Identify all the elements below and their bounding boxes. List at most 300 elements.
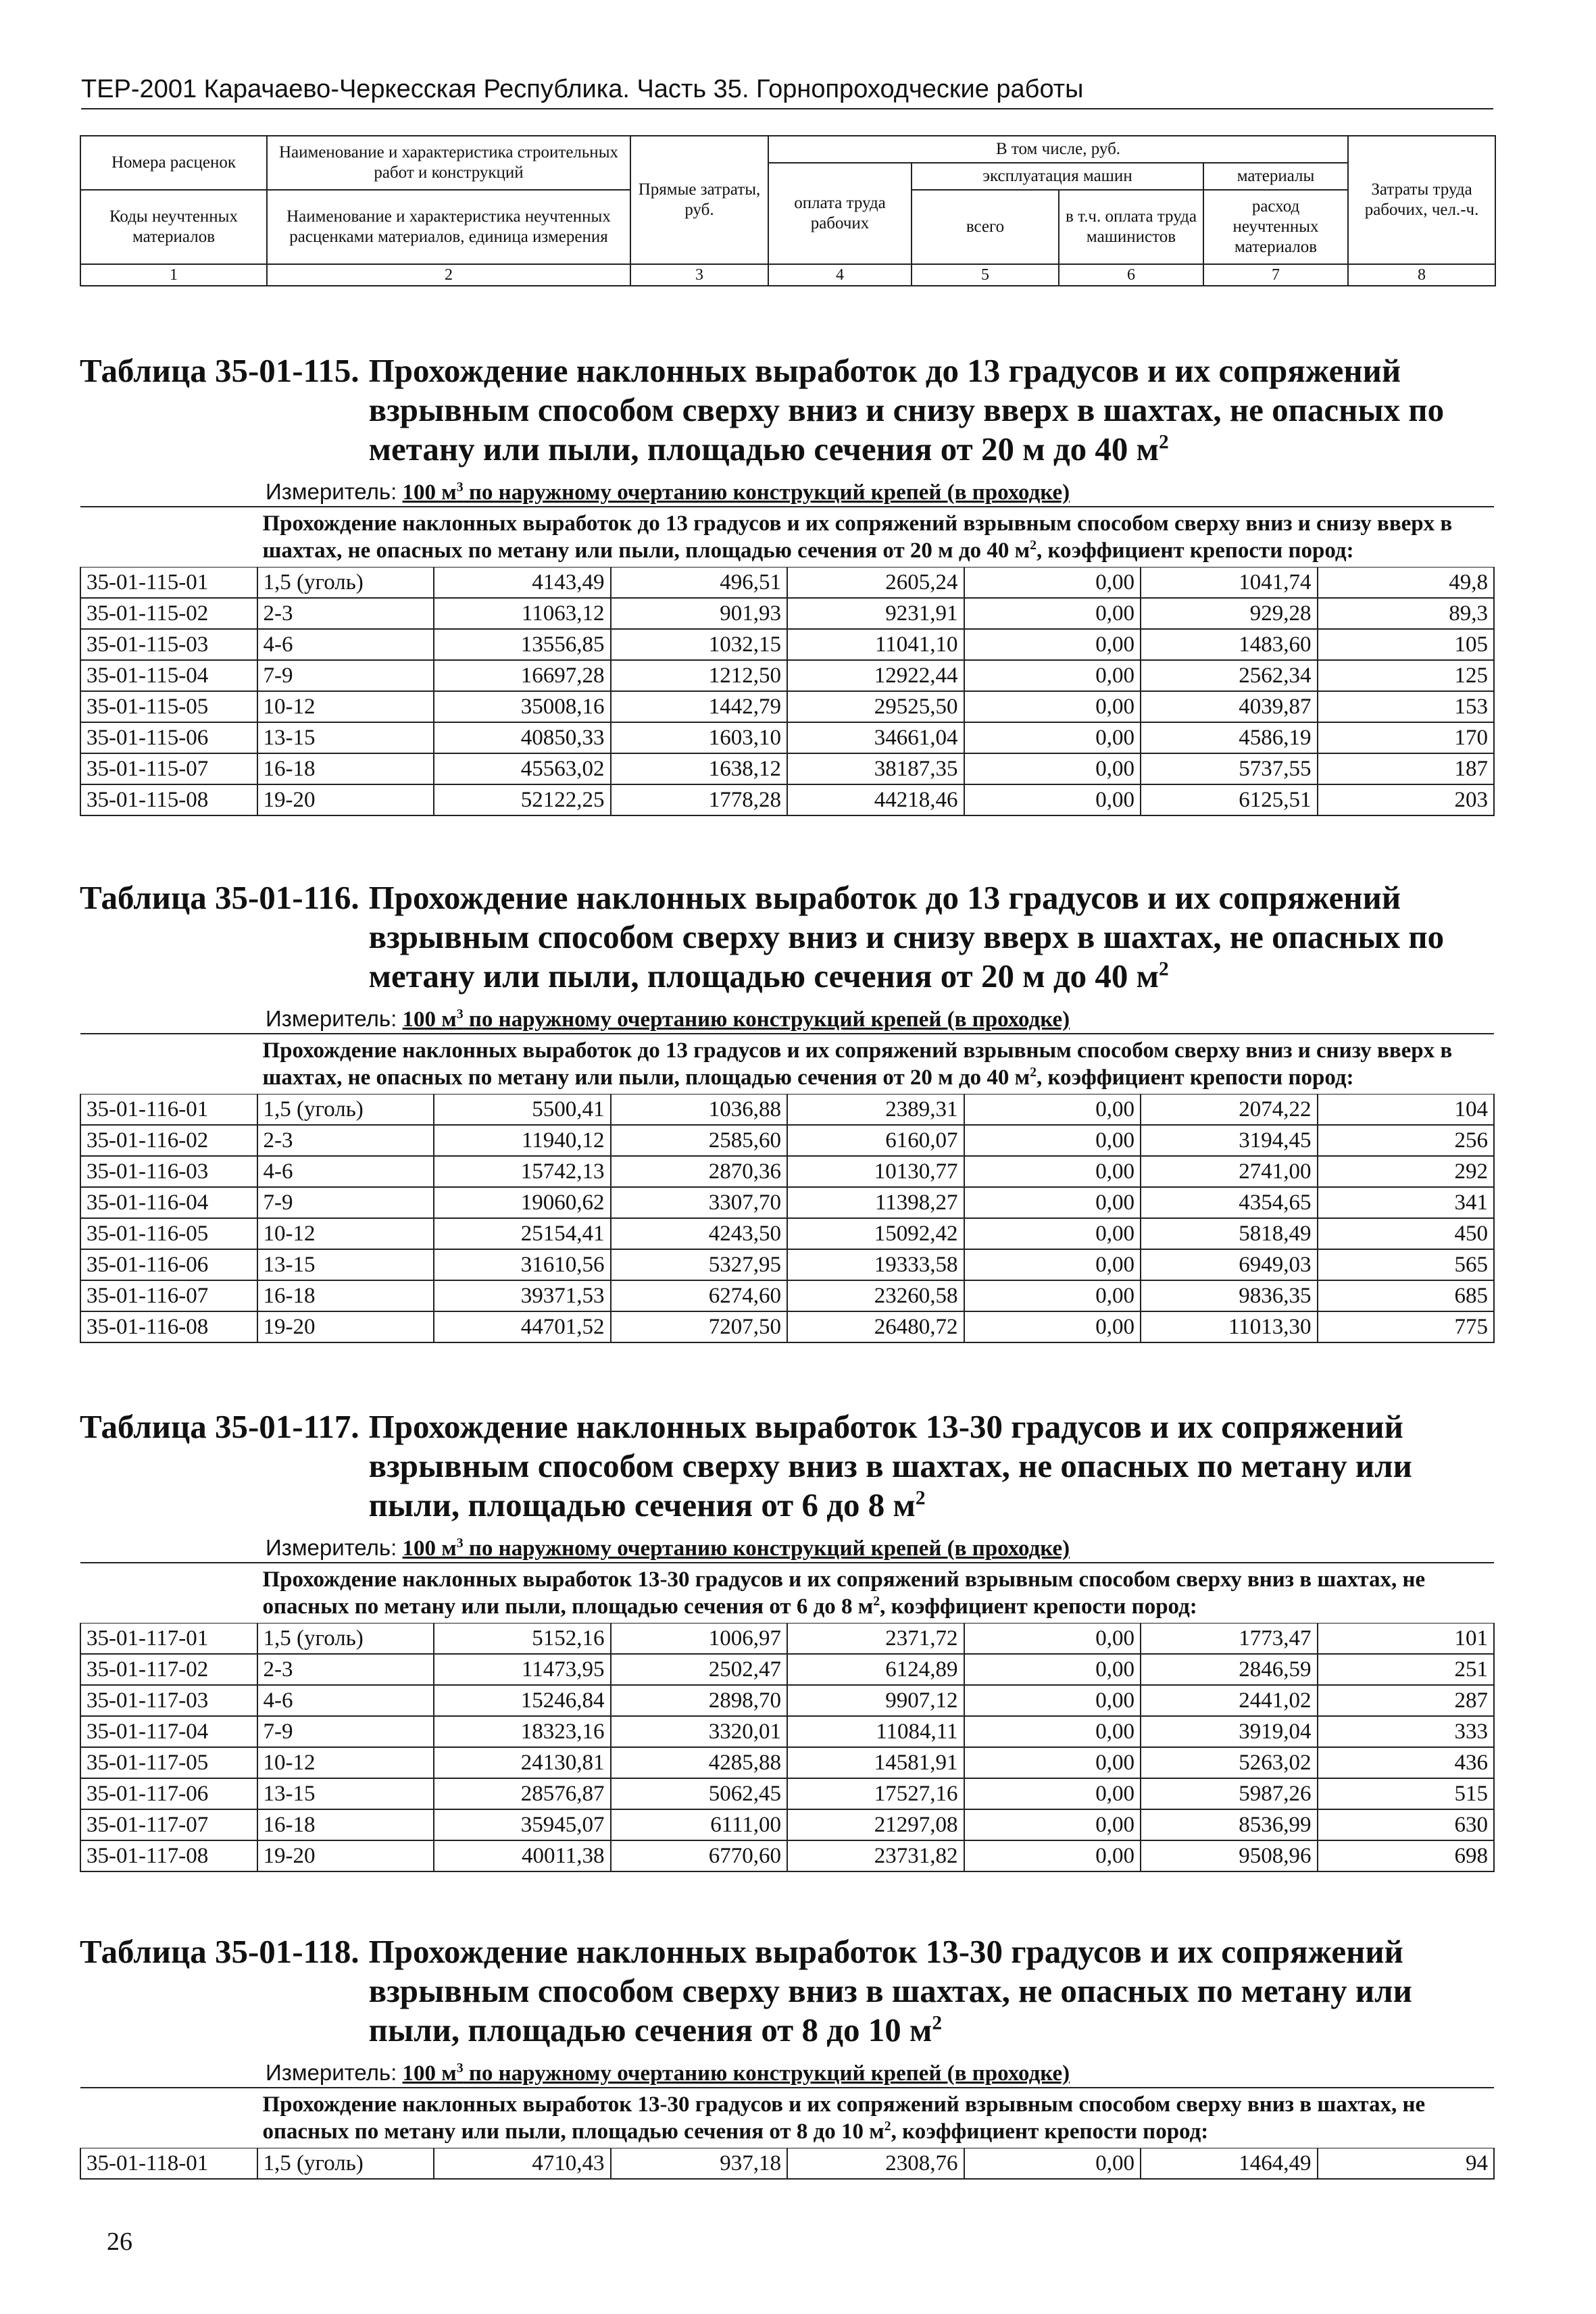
rate-code: 35-01-115-08 [80, 784, 257, 815]
rate-code: 35-01-117-02 [80, 1654, 257, 1685]
table-row [80, 691, 1494, 722]
labor-hours: 685 [1318, 1280, 1495, 1311]
rate-code: 35-01-116-08 [80, 1311, 257, 1342]
table-description-text: Прохождение наклонных выработок 13-30 градусов и их сопряжений взрывным способом сверху вниз в шахтах, не опасных по метану или пыли, площадью сечения от 6 до 8 м [368, 1408, 1412, 1524]
superscript: 2 [1159, 958, 1169, 980]
machinist-wages: 0,00 [964, 1809, 1141, 1840]
superscript: 2 [1030, 1065, 1037, 1080]
rate-code: 35-01-118-01 [80, 2148, 257, 2180]
labor-hours: 775 [1318, 1311, 1495, 1342]
running-header: ТЕР-2001 Карачаево-Черкесская Республика. Часть 35. Горнопроходческие работы [81, 73, 1493, 109]
work-grade: 7-9 [257, 1187, 434, 1218]
work-grade: 16-18 [257, 1280, 434, 1311]
machines-total: 17527,16 [787, 1778, 964, 1809]
worker-wages: 1006,97 [611, 1624, 788, 1655]
table-number: Таблица 35-01-117. [80, 1408, 359, 1445]
work-grade: 2-3 [257, 598, 434, 629]
direct-costs: 18323,16 [434, 1716, 611, 1747]
direct-costs: 35008,16 [434, 691, 611, 722]
machines-total: 21297,08 [787, 1809, 964, 1840]
direct-costs: 5152,16 [434, 1624, 611, 1655]
header-labor-hours: Затраты труда рабочих, чел.-ч. [1348, 136, 1495, 264]
direct-costs: 31610,56 [434, 1249, 611, 1280]
rate-code: 35-01-117-04 [80, 1716, 257, 1747]
table-title [80, 1932, 1495, 2050]
machinist-wages: 0,00 [964, 753, 1141, 784]
materials-cost: 6125,51 [1141, 784, 1318, 815]
header-rate-numbers: Номера расценок [80, 136, 267, 190]
machines-total: 11398,27 [787, 1187, 964, 1218]
table-number: Таблица 35-01-118. [80, 1933, 359, 1970]
machines-total: 29525,50 [787, 691, 964, 722]
table-description [369, 1407, 1495, 1525]
labor-hours: 292 [1318, 1156, 1495, 1187]
materials-cost: 1041,74 [1141, 568, 1318, 599]
worker-wages: 1778,28 [611, 784, 788, 815]
measure-unit [266, 1005, 1495, 1033]
measure-value [403, 1536, 1070, 1561]
materials-cost: 4039,87 [1141, 691, 1318, 722]
labor-hours: 187 [1318, 753, 1495, 784]
rate-code: 35-01-115-05 [80, 691, 257, 722]
machinist-wages: 0,00 [964, 784, 1141, 815]
column-number: 2 [267, 264, 630, 286]
materials-cost: 1464,49 [1141, 2148, 1318, 2180]
table-description [369, 878, 1495, 996]
worker-wages: 3307,70 [611, 1187, 788, 1218]
labor-hours: 105 [1318, 629, 1495, 660]
rate-code: 35-01-117-01 [80, 1624, 257, 1655]
table-row [80, 1840, 1494, 1871]
machines-total: 2389,31 [787, 1095, 964, 1126]
group-description-text: Прохождение наклонных выработок 13-30 градусов и их сопряжений взрывным способом сверху вниз в шахтах, не опасных по метану или пыли, площадью сечения от 6 до 8 м [262, 1567, 1426, 1619]
table-description-text: Прохождение наклонных выработок 13-30 градусов и их сопряжений взрывным способом сверху вниз в шахтах, не опасных по метану или пыли, площадью сечения от 8 до 10 м [368, 1933, 1412, 2048]
machinist-wages: 0,00 [964, 1747, 1141, 1778]
machinist-wages: 0,00 [964, 598, 1141, 629]
table-section [80, 1407, 1495, 1872]
materials-cost: 2741,00 [1141, 1156, 1318, 1187]
header-material-codes: Коды неучтенных материалов [80, 190, 267, 264]
machines-total: 2371,72 [787, 1624, 964, 1655]
measure-value-text: 100 м [402, 1536, 457, 1561]
materials-cost: 8536,99 [1141, 1809, 1318, 1840]
machinist-wages: 0,00 [964, 1716, 1141, 1747]
measure-value-text: 100 м [402, 2061, 457, 2086]
work-grade: 10-12 [257, 1218, 434, 1249]
work-grade: 19-20 [257, 1311, 434, 1342]
machinist-wages: 0,00 [964, 1095, 1141, 1126]
table-row [80, 1685, 1494, 1716]
labor-hours: 256 [1318, 1125, 1495, 1156]
labor-hours: 153 [1318, 691, 1495, 722]
machinist-wages: 0,00 [964, 691, 1141, 722]
labor-hours: 287 [1318, 1685, 1495, 1716]
rate-code: 35-01-117-05 [80, 1747, 257, 1778]
machines-total: 14581,91 [787, 1747, 964, 1778]
materials-cost: 929,28 [1141, 598, 1318, 629]
table-row [80, 1280, 1494, 1311]
machines-total: 6124,89 [787, 1654, 964, 1685]
direct-costs: 35945,07 [434, 1809, 611, 1840]
worker-wages: 4243,50 [611, 1218, 788, 1249]
materials-cost: 5818,49 [1141, 1218, 1318, 1249]
rate-code: 35-01-116-03 [80, 1156, 257, 1187]
rate-code: 35-01-117-07 [80, 1809, 257, 1840]
table-description-text: Прохождение наклонных выработок до 13 градусов и их сопряжений взрывным способом сверху вниз и снизу вверх в шахтах, не опасных по метану или пыли, площадью сечения от 20 м до 40 м [368, 879, 1445, 995]
work-grade: 1,5 (уголь) [257, 568, 434, 599]
rate-code: 35-01-115-07 [80, 753, 257, 784]
worker-wages: 6274,60 [611, 1280, 788, 1311]
group-row [80, 507, 1494, 568]
table-number: Таблица 35-01-115. [80, 352, 359, 389]
direct-costs: 45563,02 [434, 753, 611, 784]
work-grade: 19-20 [257, 1840, 434, 1871]
materials-cost: 4586,19 [1141, 722, 1318, 753]
table-row [80, 660, 1494, 691]
table-row [80, 1716, 1494, 1747]
superscript: 2 [1030, 538, 1037, 553]
direct-costs: 4710,43 [434, 2148, 611, 2180]
machines-total: 34661,04 [787, 722, 964, 753]
rate-code: 35-01-116-04 [80, 1187, 257, 1218]
rate-code: 35-01-116-01 [80, 1095, 257, 1126]
machines-total: 10130,77 [787, 1156, 964, 1187]
materials-cost: 3194,45 [1141, 1125, 1318, 1156]
machines-total: 2605,24 [787, 568, 964, 599]
direct-costs: 11063,12 [434, 598, 611, 629]
table-row [80, 1311, 1494, 1342]
header-unaccounted-materials: расход неучтенных материалов [1203, 190, 1348, 264]
worker-wages: 4285,88 [611, 1747, 788, 1778]
worker-wages: 901,93 [611, 598, 788, 629]
worker-wages: 1036,88 [611, 1095, 788, 1126]
materials-cost: 2562,34 [1141, 660, 1318, 691]
machinist-wages: 0,00 [964, 1654, 1141, 1685]
worker-wages: 1638,12 [611, 753, 788, 784]
table-description [369, 1932, 1495, 2050]
table-description [369, 351, 1495, 469]
table-row [80, 629, 1494, 660]
measure-unit [266, 478, 1495, 506]
measure-label: Измеритель: [266, 479, 397, 504]
machinist-wages: 0,00 [964, 2148, 1141, 2180]
machines-total: 44218,46 [787, 784, 964, 815]
column-number: 7 [1203, 264, 1348, 286]
materials-cost: 6949,03 [1141, 1249, 1318, 1280]
header-machines-total: всего [912, 190, 1059, 264]
work-grade: 7-9 [257, 660, 434, 691]
materials-cost: 2441,02 [1141, 1685, 1318, 1716]
direct-costs: 16697,28 [434, 660, 611, 691]
work-grade: 1,5 (уголь) [257, 2148, 434, 2180]
work-grade: 19-20 [257, 784, 434, 815]
labor-hours: 104 [1318, 1095, 1495, 1126]
group-description-text: , коэффициент крепости пород: [1036, 538, 1354, 563]
group-description [257, 1563, 1495, 1624]
header-including: В том числе, руб. [768, 136, 1348, 163]
measure-value [403, 2061, 1070, 2086]
column-number: 1 [80, 264, 267, 286]
materials-cost: 2846,59 [1141, 1654, 1318, 1685]
group-description-text: , коэффициент крепости пород: [880, 1594, 1197, 1619]
rates-table [80, 2087, 1495, 2180]
rate-code: 35-01-116-05 [80, 1218, 257, 1249]
column-number: 8 [1348, 264, 1495, 286]
machines-total: 26480,72 [787, 1311, 964, 1342]
measure-unit [266, 2059, 1495, 2087]
work-grade: 7-9 [257, 1716, 434, 1747]
group-row [80, 2088, 1494, 2148]
labor-hours: 333 [1318, 1716, 1495, 1747]
measure-label: Измеритель: [266, 1535, 397, 1560]
direct-costs: 4143,49 [434, 568, 611, 599]
rate-code: 35-01-116-06 [80, 1249, 257, 1280]
column-number: 4 [768, 264, 912, 286]
work-grade: 16-18 [257, 1809, 434, 1840]
worker-wages: 3320,01 [611, 1716, 788, 1747]
table-row [80, 753, 1494, 784]
labor-hours: 436 [1318, 1747, 1495, 1778]
labor-hours: 94 [1318, 2148, 1495, 2180]
measure-label: Измеритель: [266, 2060, 397, 2085]
worker-wages: 6770,60 [611, 1840, 788, 1871]
work-grade: 1,5 (уголь) [257, 1624, 434, 1655]
rate-code: 35-01-117-08 [80, 1840, 257, 1871]
direct-costs: 44701,52 [434, 1311, 611, 1342]
machines-total: 23260,58 [787, 1280, 964, 1311]
table-row [80, 1218, 1494, 1249]
labor-hours: 251 [1318, 1654, 1495, 1685]
group-description-text: Прохождение наклонных выработок 13-30 градусов и их сопряжений взрывным способом сверху вниз в шахтах, не опасных по метану или пыли, площадью сечения от 8 до 10 м [262, 2092, 1426, 2144]
machines-total: 9231,91 [787, 598, 964, 629]
rate-code: 35-01-115-01 [80, 568, 257, 599]
worker-wages: 7207,50 [611, 1311, 788, 1342]
column-number: 6 [1059, 264, 1203, 286]
rates-table [80, 1562, 1495, 1872]
rates-table [80, 1033, 1495, 1343]
rate-code: 35-01-117-03 [80, 1685, 257, 1716]
direct-costs: 15246,84 [434, 1685, 611, 1716]
table-row [80, 598, 1494, 629]
direct-costs: 11473,95 [434, 1654, 611, 1685]
measure-value-text: по наружному очертанию конструкций крепей (в проходке) [463, 2061, 1070, 2086]
worker-wages: 2502,47 [611, 1654, 788, 1685]
materials-cost: 9836,35 [1141, 1280, 1318, 1311]
worker-wages: 6111,00 [611, 1809, 788, 1840]
worker-wages: 1603,10 [611, 722, 788, 753]
direct-costs: 39371,53 [434, 1280, 611, 1311]
table-row [80, 1095, 1494, 1126]
direct-costs: 28576,87 [434, 1778, 611, 1809]
header-machines: эксплуатация машин [912, 163, 1203, 190]
labor-hours: 698 [1318, 1840, 1495, 1871]
direct-costs: 52122,25 [434, 784, 611, 815]
machinist-wages: 0,00 [964, 1311, 1141, 1342]
direct-costs: 13556,85 [434, 629, 611, 660]
rate-code: 35-01-115-06 [80, 722, 257, 753]
table-title [80, 878, 1495, 996]
materials-cost: 4354,65 [1141, 1187, 1318, 1218]
labor-hours: 101 [1318, 1624, 1495, 1655]
table-title [80, 351, 1495, 469]
machinist-wages: 0,00 [964, 629, 1141, 660]
work-grade: 2-3 [257, 1125, 434, 1156]
machines-total: 38187,35 [787, 753, 964, 784]
measure-value [403, 1007, 1070, 1032]
measure-value [403, 480, 1070, 505]
materials-cost: 5987,26 [1141, 1778, 1318, 1809]
page-number: 26 [107, 2228, 132, 2256]
table-number: Таблица 35-01-116. [80, 879, 359, 916]
rates-table [80, 506, 1495, 816]
measure-value-text: по наружному очертанию конструкций крепей (в проходке) [463, 1536, 1070, 1561]
labor-hours: 565 [1318, 1249, 1495, 1280]
header-work-name: Наименование и характеристика строительных работ и конструкций [267, 136, 630, 190]
worker-wages: 1032,15 [611, 629, 788, 660]
direct-costs: 40011,38 [434, 1840, 611, 1871]
work-grade: 4-6 [257, 1156, 434, 1187]
direct-costs: 15742,13 [434, 1156, 611, 1187]
rate-code: 35-01-115-02 [80, 598, 257, 629]
machines-total: 23731,82 [787, 1840, 964, 1871]
machinist-wages: 0,00 [964, 1249, 1141, 1280]
table-row [80, 1125, 1494, 1156]
table-row [80, 1778, 1494, 1809]
table-row [80, 1156, 1494, 1187]
work-grade: 13-15 [257, 722, 434, 753]
worker-wages: 2870,36 [611, 1156, 788, 1187]
table-row [80, 2148, 1494, 2180]
table-title [80, 1407, 1495, 1525]
header-machinist-wages: в т.ч. оплата труда машинистов [1059, 190, 1203, 264]
work-grade: 4-6 [257, 629, 434, 660]
machines-total: 6160,07 [787, 1125, 964, 1156]
superscript: 2 [873, 1594, 880, 1609]
machinist-wages: 0,00 [964, 1840, 1141, 1871]
materials-cost: 11013,30 [1141, 1311, 1318, 1342]
group-description [257, 2088, 1495, 2148]
header-materials: материалы [1203, 163, 1348, 190]
worker-wages: 5327,95 [611, 1249, 788, 1280]
group-description [257, 507, 1495, 568]
measure-value-text: по наружному очертанию конструкций крепей (в проходке) [463, 1007, 1070, 1032]
column-number: 5 [912, 264, 1059, 286]
work-grade: 2-3 [257, 1654, 434, 1685]
header-direct-costs: Прямые затраты, руб. [630, 136, 768, 264]
group-description-text: , коэффициент крепости пород: [1036, 1065, 1354, 1090]
table-section [80, 878, 1495, 1343]
measure-value-text: по наружному очертанию конструкций крепей (в проходке) [463, 480, 1070, 505]
machines-total: 15092,42 [787, 1218, 964, 1249]
table-section [80, 351, 1495, 816]
superscript: 3 [456, 480, 464, 495]
column-header-table [80, 135, 1496, 286]
machines-total: 12922,44 [787, 660, 964, 691]
worker-wages: 937,18 [611, 2148, 788, 2180]
table-row [80, 568, 1494, 599]
labor-hours: 125 [1318, 660, 1495, 691]
worker-wages: 2585,60 [611, 1125, 788, 1156]
machinist-wages: 0,00 [964, 1156, 1141, 1187]
superscript: 3 [456, 1007, 464, 1022]
header-material-name: Наименование и характеристика неучтенных расценками материалов, единица измерения [267, 190, 630, 264]
superscript: 2 [932, 2012, 943, 2034]
group-row [80, 1563, 1494, 1624]
rate-code: 35-01-116-07 [80, 1280, 257, 1311]
machinist-wages: 0,00 [964, 1280, 1141, 1311]
machinist-wages: 0,00 [964, 568, 1141, 599]
work-grade: 16-18 [257, 753, 434, 784]
group-row [80, 1034, 1494, 1095]
table-row [80, 1747, 1494, 1778]
work-grade: 13-15 [257, 1249, 434, 1280]
machinist-wages: 0,00 [964, 660, 1141, 691]
direct-costs: 24130,81 [434, 1747, 611, 1778]
machines-total: 11084,11 [787, 1716, 964, 1747]
column-number: 3 [630, 264, 768, 286]
measure-value-text: 100 м [402, 1007, 457, 1032]
group-description [257, 1034, 1495, 1095]
materials-cost: 1483,60 [1141, 629, 1318, 660]
machinist-wages: 0,00 [964, 1624, 1141, 1655]
labor-hours: 630 [1318, 1809, 1495, 1840]
machines-total: 9907,12 [787, 1685, 964, 1716]
materials-cost: 5263,02 [1141, 1747, 1318, 1778]
machinist-wages: 0,00 [964, 1125, 1141, 1156]
measure-value-text: 100 м [402, 480, 457, 505]
table-row [80, 784, 1494, 815]
materials-cost: 2074,22 [1141, 1095, 1318, 1126]
materials-cost: 9508,96 [1141, 1840, 1318, 1871]
labor-hours: 170 [1318, 722, 1495, 753]
table-row [80, 1624, 1494, 1655]
machines-total: 11041,10 [787, 629, 964, 660]
labor-hours: 203 [1318, 784, 1495, 815]
labor-hours: 341 [1318, 1187, 1495, 1218]
work-grade: 4-6 [257, 1685, 434, 1716]
materials-cost: 5737,55 [1141, 753, 1318, 784]
group-description-text: , коэффициент крепости пород: [891, 2119, 1209, 2144]
labor-hours: 450 [1318, 1218, 1495, 1249]
group-description-text: Прохождение наклонных выработок до 13 градусов и их сопряжений взрывным способом сверху вниз и снизу вверх в шахтах, не опасных по метану или пыли, площадью сечения от 20 м до 40 м [262, 1038, 1453, 1090]
rate-code: 35-01-116-02 [80, 1125, 257, 1156]
direct-costs: 19060,62 [434, 1187, 611, 1218]
measure-label: Измеритель: [266, 1006, 397, 1031]
table-row [80, 1654, 1494, 1685]
machinist-wages: 0,00 [964, 722, 1141, 753]
table-section [80, 1932, 1495, 2180]
worker-wages: 5062,45 [611, 1778, 788, 1809]
direct-costs: 11940,12 [434, 1125, 611, 1156]
machinist-wages: 0,00 [964, 1778, 1141, 1809]
rate-code: 35-01-115-04 [80, 660, 257, 691]
work-grade: 13-15 [257, 1778, 434, 1809]
materials-cost: 1773,47 [1141, 1624, 1318, 1655]
measure-unit [266, 1534, 1495, 1562]
superscript: 3 [456, 1536, 464, 1551]
labor-hours: 515 [1318, 1778, 1495, 1809]
table-row [80, 1249, 1494, 1280]
rate-code: 35-01-117-06 [80, 1778, 257, 1809]
labor-hours: 49,8 [1318, 568, 1495, 599]
rate-code: 35-01-115-03 [80, 629, 257, 660]
direct-costs: 5500,41 [434, 1095, 611, 1126]
direct-costs: 40850,33 [434, 722, 611, 753]
work-grade: 10-12 [257, 1747, 434, 1778]
group-description-text: Прохождение наклонных выработок до 13 градусов и их сопряжений взрывным способом сверху вниз и снизу вверх в шахтах, не опасных по метану или пыли, площадью сечения от 20 м до 40 м [262, 511, 1453, 563]
worker-wages: 1442,79 [611, 691, 788, 722]
table-description-text: Прохождение наклонных выработок до 13 градусов и их сопряжений взрывным способом сверху вниз и снизу вверх в шахтах, не опасных по метану или пыли, площадью сечения от 20 м до 40 м [368, 352, 1445, 468]
